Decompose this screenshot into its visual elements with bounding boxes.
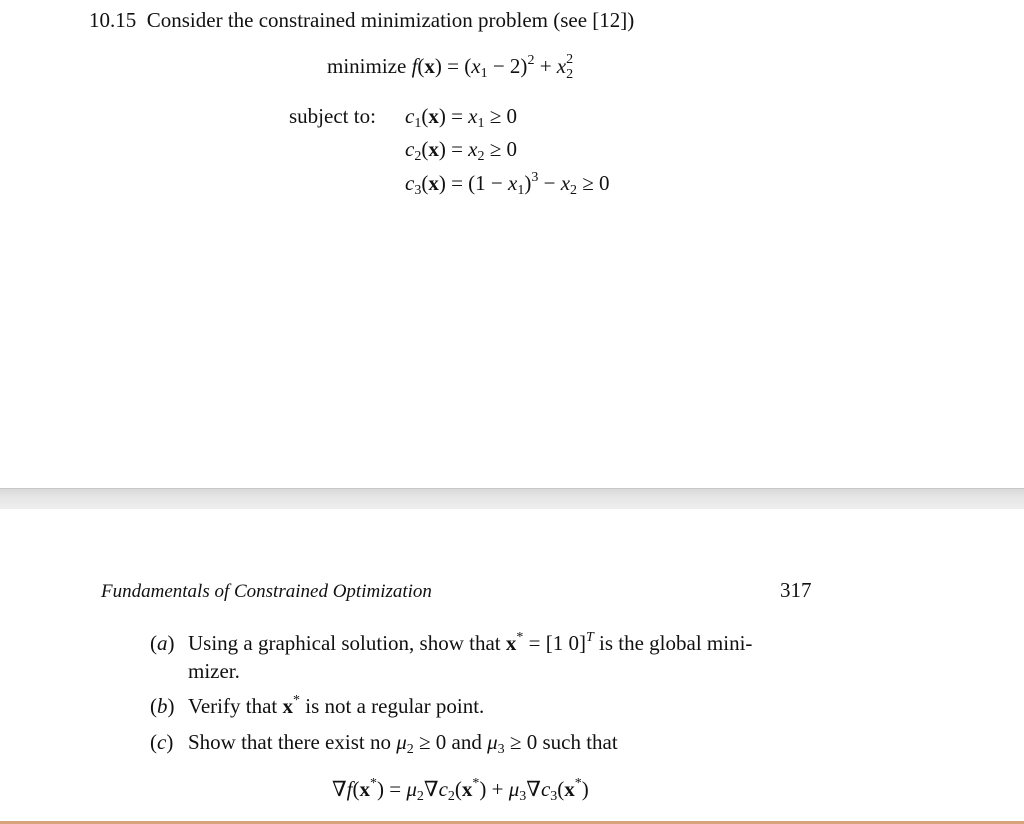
constraint-c1: $c_1(x) = x_1 \ge 0$	[405, 104, 518, 131]
part-a-label: (a)	[150, 631, 175, 655]
objective-line	[327, 52, 574, 82]
page-lower	[0, 509, 1024, 821]
page-separator	[0, 488, 1024, 510]
subject-to-label: subject to:	[289, 104, 376, 128]
objective-label: minimize	[327, 54, 407, 78]
problem-number: 10.15	[89, 8, 137, 32]
part-c-label: (c)	[150, 730, 174, 754]
part-a-line-2: mizer.	[188, 659, 240, 683]
part-b-label: (b)	[150, 694, 175, 718]
problem-intro: Consider the constrained minimization problem (see [12])	[146, 8, 635, 32]
page-number: 317	[780, 578, 812, 602]
running-header-title: Fundamentals of Constrained Optimization	[101, 581, 432, 602]
constraint-c2: $c_2(x) = x_2 \ge 0$	[405, 137, 518, 164]
objective-formula: $f(x) = (x_1 - 2)^2 + x_2^2$	[411, 52, 574, 82]
part-a-line-1: Using a graphical solution, show that x* = [1 0]$^T$ is the global mini-	[188, 630, 753, 655]
problem-heading	[89, 8, 634, 32]
part-c-line: Show that there exist no $\mu_2 \ge 0$ and $\mu_3 \ge 0$ such that	[188, 730, 618, 757]
part-b-line: Verify that x* is not a regular point.	[188, 693, 485, 718]
constraint-c3: $c_3(x) = (1 - x_1)^3 - x_2 \ge 0$	[405, 170, 610, 198]
kkt-equation: $\nabla f(x^*) = \mu_2\nabla c_2(x^*) + \mu_3\nabla c_3(x^*)$	[332, 776, 589, 804]
